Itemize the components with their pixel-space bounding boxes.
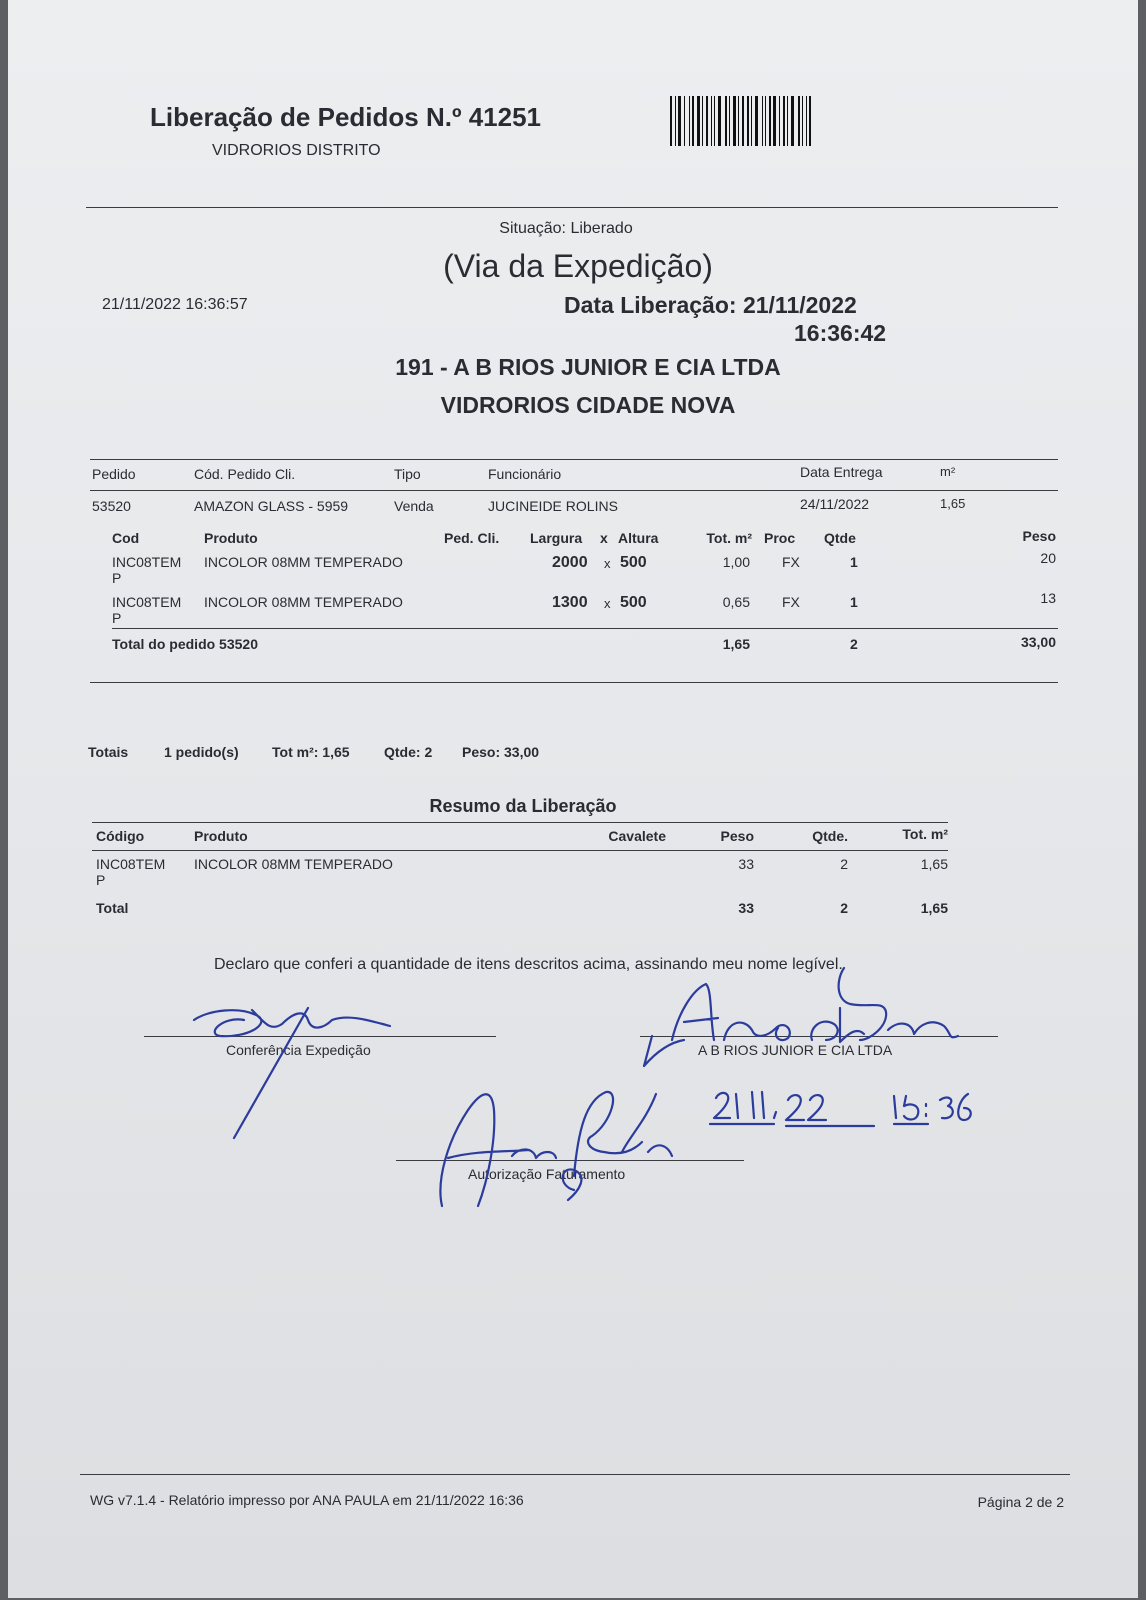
item-row-1-code: INC08TEM P bbox=[112, 554, 182, 586]
col-data-entrega: Data Entrega bbox=[800, 464, 883, 480]
item-row-2-peso: 13 bbox=[1040, 590, 1056, 606]
item-row-1-product: INCOLOR 08MM TEMPERADO bbox=[204, 554, 403, 570]
col-pedido: Pedido bbox=[92, 466, 136, 482]
totals-pedidos: 1 pedido(s) bbox=[164, 744, 239, 760]
item-row-2-height: 500 bbox=[620, 594, 647, 611]
items-col-tot-m2: Tot. m² bbox=[706, 530, 752, 546]
copy-label: (Via da Expedição) bbox=[443, 248, 713, 284]
item-row-1-qtde: 1 bbox=[850, 554, 858, 570]
summary-row-peso: 33 bbox=[738, 856, 754, 872]
order-total-label: Total do pedido 53520 bbox=[112, 636, 258, 652]
printed-at: 21/11/2022 16:36:57 bbox=[102, 296, 248, 313]
summary-col-produto: Produto bbox=[194, 828, 248, 844]
item-row-1-tot-m2: 1,00 bbox=[722, 554, 750, 570]
summary-title: Resumo da Liberação bbox=[429, 796, 617, 816]
item-row-2-qtde: 1 bbox=[850, 594, 858, 610]
summary-col-peso: Peso bbox=[720, 828, 754, 844]
summary-total-label: Total bbox=[96, 900, 129, 916]
totals-m2: Tot m²: 1,65 bbox=[272, 744, 350, 760]
item-row-2-proc: FX bbox=[782, 594, 800, 610]
item-row-2-code: INC08TEM P bbox=[112, 594, 182, 626]
item-row-1-x: x bbox=[604, 556, 611, 571]
col-tipo: Tipo bbox=[394, 466, 421, 482]
items-col-produto: Produto bbox=[204, 530, 258, 546]
summary-col-cavalete: Cavalete bbox=[608, 828, 666, 844]
order-total-peso: 33,00 bbox=[1020, 634, 1056, 650]
item-row-2-width: 1300 bbox=[552, 594, 588, 611]
totals-peso: Peso: 33,00 bbox=[462, 744, 540, 760]
item-row-2-product: INCOLOR 08MM TEMPERADO bbox=[204, 594, 403, 610]
items-col-cod: Cod bbox=[112, 530, 140, 546]
client-name: 191 - A B RIOS JUNIOR E CIA LTDA bbox=[395, 354, 781, 380]
footer-page-number: Página 2 de 2 bbox=[977, 1494, 1064, 1510]
release-date: Data Liberação: 21/11/2022 bbox=[564, 292, 857, 318]
item-row-2-x: x bbox=[604, 596, 611, 611]
document-page bbox=[8, 0, 1138, 1598]
item-row-1-height: 500 bbox=[620, 554, 647, 571]
items-col-peso: Peso bbox=[1022, 528, 1056, 544]
item-row-1-width: 2000 bbox=[552, 554, 588, 571]
authorization-label: Autorização Faturamento bbox=[468, 1166, 626, 1182]
items-col-proc: Proc bbox=[764, 530, 796, 546]
document-title: Liberação de Pedidos N.º 41251 bbox=[150, 102, 541, 132]
conference-signature bbox=[194, 1008, 390, 1138]
order-number: 53520 bbox=[92, 498, 131, 514]
conference-label: Conferência Expedição bbox=[226, 1042, 371, 1058]
situation: Situação: Liberado bbox=[499, 220, 633, 237]
handwritten-date bbox=[710, 1092, 971, 1126]
delivery-date: 24/11/2022 bbox=[800, 496, 870, 512]
items-col-ped-cli: Ped. Cli. bbox=[444, 530, 500, 546]
order-m2: 1,65 bbox=[940, 496, 966, 511]
summary-row-tot-m2: 1,65 bbox=[920, 856, 948, 872]
handwritten-signatures bbox=[8, 0, 1138, 1598]
summary-total-tot-m2: 1,65 bbox=[920, 900, 948, 916]
authorization-signature bbox=[440, 1092, 672, 1206]
summary-col-codigo: Código bbox=[96, 828, 145, 844]
divider bbox=[80, 1474, 1070, 1475]
summary-row-product: INCOLOR 08MM TEMPERADO bbox=[194, 856, 393, 872]
client-store: VIDRORIOS CIDADE NOVA bbox=[440, 392, 736, 418]
col-cod-pedido-cli: Cód. Pedido Cli. bbox=[194, 466, 296, 482]
summary-col-tot-m2: Tot. m² bbox=[902, 826, 948, 842]
employee: JUCINEIDE ROLINS bbox=[488, 498, 618, 514]
summary-row-qtde: 2 bbox=[840, 856, 848, 872]
col-funcionario: Funcionário bbox=[488, 466, 562, 482]
company-name: VIDRORIOS DISTRITO bbox=[212, 142, 381, 159]
order-type: Venda bbox=[394, 498, 434, 514]
release-time: 16:36:42 bbox=[794, 320, 887, 346]
client-signature-label: A B RIOS JUNIOR E CIA LTDA bbox=[698, 1042, 893, 1058]
footer-printed-by: WG v7.1.4 - Relatório impresso por ANA PAULA em 21/11/2022 16:36 bbox=[90, 1492, 524, 1508]
item-row-1-proc: FX bbox=[782, 554, 800, 570]
summary-total-peso: 33 bbox=[738, 900, 754, 916]
items-col-x: x bbox=[600, 530, 608, 546]
client-order-code: AMAZON GLASS - 5959 bbox=[194, 498, 349, 514]
summary-total-qtde: 2 bbox=[840, 900, 848, 916]
items-col-altura: Altura bbox=[618, 530, 659, 546]
order-total-qtde: 2 bbox=[850, 636, 858, 652]
items-col-largura: Largura bbox=[530, 530, 583, 546]
summary-row-code: INC08TEM P bbox=[96, 856, 166, 888]
declaration: Declaro que conferi a quantidade de itens descritos acima, assinando meu nome legível. bbox=[214, 956, 843, 973]
order-total-m2: 1,65 bbox=[722, 636, 750, 652]
items-col-qtde: Qtde bbox=[824, 530, 856, 546]
summary-col-qtde: Qtde. bbox=[812, 828, 848, 844]
totals-label: Totais bbox=[88, 744, 129, 760]
item-row-2-tot-m2: 0,65 bbox=[722, 594, 750, 610]
item-row-1-peso: 20 bbox=[1040, 550, 1056, 566]
col-m2: m² bbox=[940, 464, 956, 479]
totals-qtde: Qtde: 2 bbox=[384, 744, 433, 760]
client-signature bbox=[644, 968, 958, 1066]
